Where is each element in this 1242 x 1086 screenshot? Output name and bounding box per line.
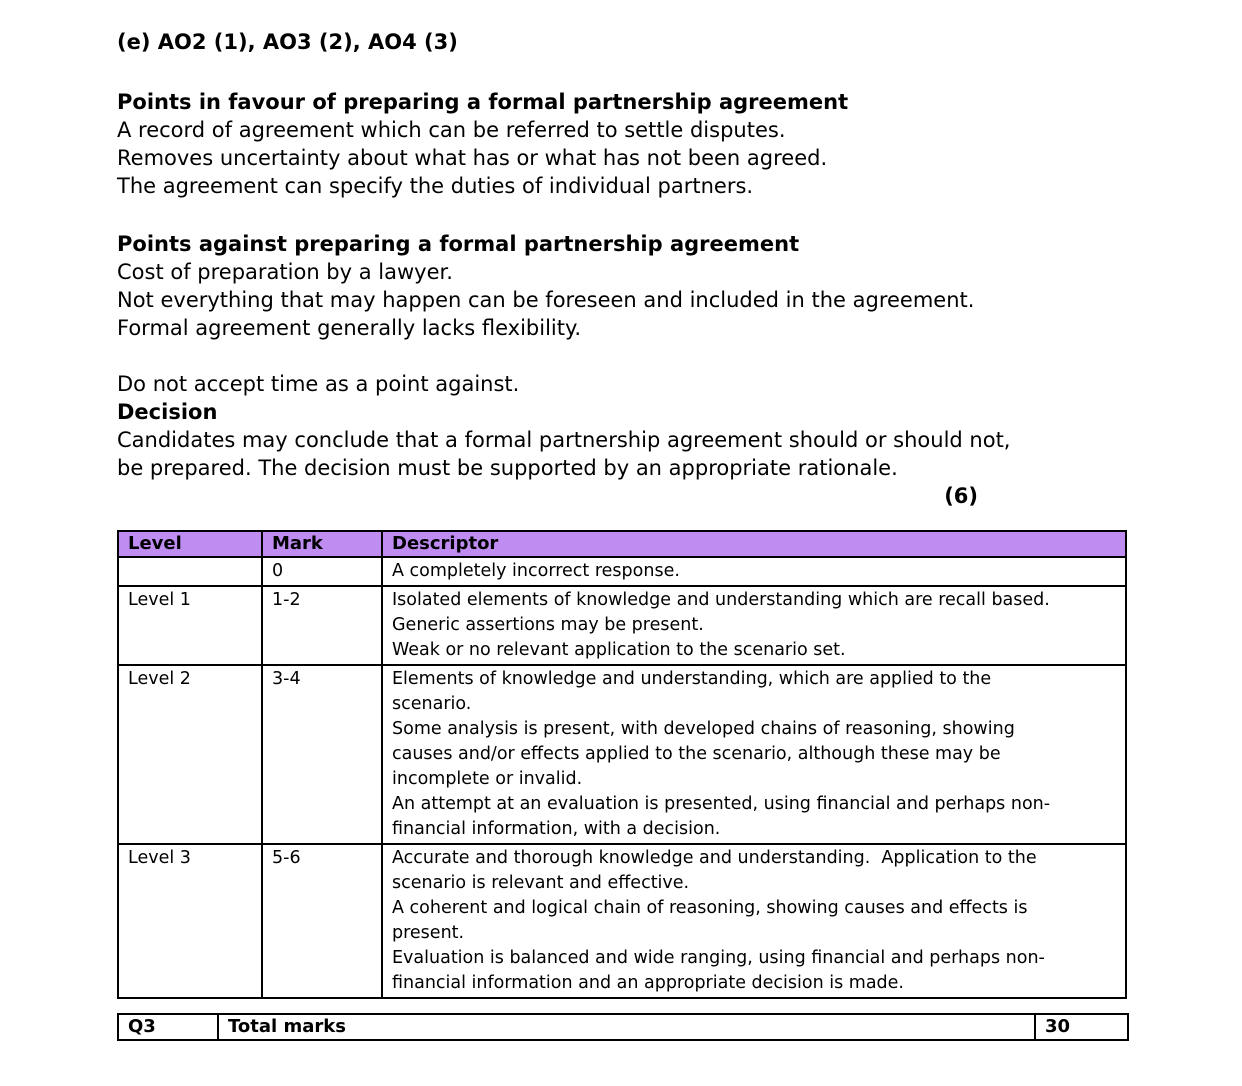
favour-points	[117, 116, 1128, 200]
descriptor-line: scenario.	[392, 694, 472, 714]
descriptor-line: incomplete or invalid.	[392, 769, 583, 789]
mark-cell: 3-4	[262, 665, 382, 844]
level-cell: Level 1	[118, 586, 262, 665]
descriptor-line: An attempt at an evaluation is presented, using financial and perhaps non-	[392, 794, 1051, 814]
level-cell: Level 3	[118, 844, 262, 998]
against-heading: Points against preparing a formal partnership agreement	[117, 232, 800, 256]
decision-text-line: be prepared. The decision must be supported by an appropriate rationale.	[117, 456, 898, 480]
descriptor-line: Weak or no relevant application to the scenario set.	[392, 640, 846, 660]
total-marks-table	[117, 1013, 1129, 1041]
table-row-mark-0	[118, 557, 1126, 586]
column-header-level: Level	[118, 531, 262, 557]
mark-cell: 5-6	[262, 844, 382, 998]
descriptor-cell	[382, 586, 1126, 665]
mark-cell: 0	[262, 557, 382, 586]
table-row-level-1	[118, 586, 1126, 665]
favour-point-line: The agreement can specify the duties of individual partners.	[117, 174, 754, 198]
favour-point-line: A record of agreement which can be referred to settle disputes.	[117, 118, 786, 142]
section-points-in-favour	[117, 88, 1128, 200]
against-point-line: Formal agreement generally lacks flexibility.	[117, 316, 582, 340]
column-header-descriptor: Descriptor	[382, 531, 1126, 557]
section-decision	[117, 398, 1128, 482]
ao-breakdown-line: (e) AO2 (1), AO3 (2), AO4 (3)	[117, 30, 458, 54]
against-point-line: Not everything that may happen can be foreseen and included in the agreement.	[117, 288, 975, 312]
question-number-cell: Q3	[118, 1014, 218, 1040]
descriptor-cell	[382, 665, 1126, 844]
against-point-line: Cost of preparation by a lawyer.	[117, 260, 453, 284]
descriptor-line: Accurate and thorough knowledge and understanding. Application to the	[392, 848, 1037, 868]
descriptor-line: financial information, with a decision.	[392, 819, 721, 839]
descriptor-line: Some analysis is present, with developed chains of reasoning, showing	[392, 719, 1015, 739]
note-line: Do not accept time as a point against.	[117, 372, 520, 396]
mark-cell: 1-2	[262, 586, 382, 665]
against-points	[117, 258, 1128, 342]
descriptor-line: financial information and an appropriate decision is made.	[392, 973, 904, 993]
descriptor-line: A completely incorrect response.	[392, 561, 680, 581]
section-points-against	[117, 230, 1128, 342]
levels-descriptor-table	[117, 530, 1127, 999]
decision-heading: Decision	[117, 400, 218, 424]
favour-point-line: Removes uncertainty about what has or what has not been agreed.	[117, 146, 828, 170]
table-row-level-2	[118, 665, 1126, 844]
levels-table-header-row	[118, 531, 1126, 557]
section-note	[117, 370, 1128, 398]
descriptor-cell	[382, 557, 1126, 586]
total-marks-value-cell: 30	[1035, 1014, 1128, 1040]
descriptor-line: scenario is relevant and effective.	[392, 873, 690, 893]
decision-text	[117, 426, 1128, 482]
table-row-level-3	[118, 844, 1126, 998]
descriptor-line: present.	[392, 923, 465, 943]
decision-text-line: Candidates may conclude that a formal partnership agreement should or should not,	[117, 428, 1011, 452]
favour-heading: Points in favour of preparing a formal partnership agreement	[117, 90, 849, 114]
question-marks: (6)	[944, 484, 978, 508]
descriptor-line: causes and/or effects applied to the scenario, although these may be	[392, 744, 1001, 764]
descriptor-cell	[382, 844, 1126, 998]
column-header-mark: Mark	[262, 531, 382, 557]
level-cell: Level 2	[118, 665, 262, 844]
total-marks-row	[118, 1014, 1128, 1040]
descriptor-line: Evaluation is balanced and wide ranging, using financial and perhaps non-	[392, 948, 1045, 968]
descriptor-line: Isolated elements of knowledge and understanding which are recall based.	[392, 590, 1050, 610]
descriptor-line: Elements of knowledge and understanding, which are applied to the	[392, 669, 992, 689]
total-marks-label-cell: Total marks	[218, 1014, 1035, 1040]
level-cell	[118, 557, 262, 586]
descriptor-line: Generic assertions may be present.	[392, 615, 704, 635]
descriptor-line: A coherent and logical chain of reasoning, showing causes and effects is	[392, 898, 1028, 918]
